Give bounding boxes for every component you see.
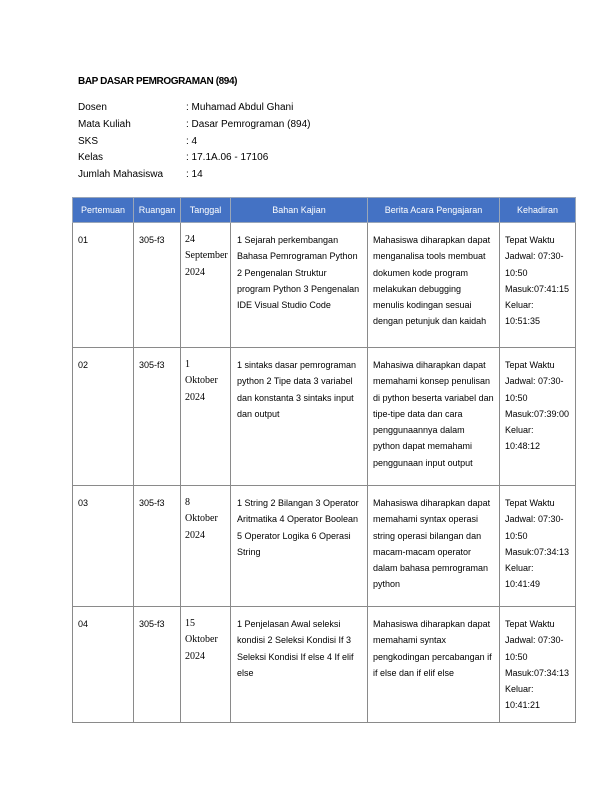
document-title: BAP DASAR PEMROGRAMAN (894) — [78, 76, 238, 87]
cell-tanggal: 24 September 2024 — [181, 223, 231, 348]
cell-pertemuan: 02 — [73, 348, 134, 486]
header-bahan-kajian: Bahan Kajian — [231, 198, 368, 223]
info-label: Kelas — [78, 152, 104, 164]
cell-berita-acara: Mahasiswa diharapkan dapat menganalisa tools membuat dokumen kode program melakukan debugging menulis kodingan sesuai dengan petunjuk dan kaidah — [368, 223, 500, 348]
cell-berita-acara: Mahasiwa diharapkan dapat memahami konsep penulisan di python beserta variabel dan tipe-tipe data dan cara penggunaannya dalam python dapat memahami penggunaan input output — [368, 348, 500, 486]
cell-ruangan: 305-f3 — [134, 486, 181, 607]
cell-bahan-kajian: 1 String 2 Bilangan 3 Operator Aritmatika 4 Operator Boolean 5 Operator Logika 6 Operasi String — [231, 486, 368, 607]
cell-kehadiran: Tepat Waktu Jadwal: 07:30-10:50 Masuk:07:34:13 Keluar: 10:41:49 — [500, 486, 576, 607]
cell-tanggal: 8 Oktober 2024 — [181, 486, 231, 607]
cell-tanggal: 15 Oktober 2024 — [181, 607, 231, 723]
info-value: : 4 — [186, 135, 198, 147]
header-pertemuan: Pertemuan — [73, 198, 134, 223]
bap-table — [72, 197, 576, 723]
table-header-row — [73, 198, 576, 223]
cell-ruangan: 305-f3 — [134, 607, 181, 723]
info-value: : 17.1A.06 - 17106 — [186, 152, 269, 164]
header-kehadiran: Kehadiran — [500, 198, 576, 223]
cell-pertemuan: 01 — [73, 223, 134, 348]
info-row-sks — [78, 136, 311, 153]
cell-berita-acara: Mahasiswa diharapkan dapat memahami syntax pengkodingan percabangan if if else dan if elif else — [368, 607, 500, 723]
cell-pertemuan: 04 — [73, 607, 134, 723]
cell-kehadiran: Tepat Waktu Jadwal: 07:30-10:50 Masuk:07:39:00 Keluar: 10:48:12 — [500, 348, 576, 486]
cell-tanggal: 1 Oktober 2024 — [181, 348, 231, 486]
info-block — [78, 102, 311, 186]
cell-ruangan: 305-f3 — [134, 348, 181, 486]
header-tanggal: Tanggal — [181, 198, 231, 223]
table-row — [73, 486, 576, 607]
table-row — [73, 348, 576, 486]
info-row-jumlah-mahasiswa — [78, 169, 311, 186]
cell-berita-acara: Mahasiswa diharapkan dapat memahami syntax operasi string operasi bilangan dan macam-macam operator dalam bahasa pemrograman python — [368, 486, 500, 607]
header-berita-acara: Berita Acara Pengajaran — [368, 198, 500, 223]
cell-bahan-kajian: 1 Sejarah perkembangan Bahasa Pemrograman Python 2 Pengenalan Struktur program Python 3 Pengenalan IDE Visual Studio Code — [231, 223, 368, 348]
table-row — [73, 607, 576, 723]
info-value: : Muhamad Abdul Ghani — [186, 102, 294, 113]
info-row-kelas — [78, 152, 311, 169]
cell-bahan-kajian: 1 Penjelasan Awal seleksi kondisi 2 Seleksi Kondisi If 3 Seleksi Kondisi If else 4 If elif else — [231, 607, 368, 723]
cell-ruangan: 305-f3 — [134, 223, 181, 348]
info-label: Mata Kuliah — [78, 118, 131, 130]
cell-kehadiran: Tepat Waktu Jadwal: 07:30-10:50 Masuk:07:34:13 Keluar: 10:41:21 — [500, 607, 576, 723]
cell-bahan-kajian: 1 sintaks dasar pemrograman python 2 Tipe data 3 variabel dan konstanta 3 sintaks input dan output — [231, 348, 368, 486]
info-row-mata-kuliah — [78, 119, 311, 136]
info-value: : Dasar Pemrograman (894) — [186, 118, 311, 130]
info-row-dosen — [78, 102, 311, 119]
info-label: Dosen — [78, 102, 107, 113]
cell-kehadiran: Tepat Waktu Jadwal: 07:30-10:50 Masuk:07:41:15 Keluar: 10:51:35 — [500, 223, 576, 348]
info-label: Jumlah Mahasiswa — [78, 169, 164, 181]
info-value: : 14 — [186, 169, 203, 181]
info-label: SKS — [78, 135, 99, 147]
header-ruangan: Ruangan — [134, 198, 181, 223]
cell-pertemuan: 03 — [73, 486, 134, 607]
table-row — [73, 223, 576, 348]
